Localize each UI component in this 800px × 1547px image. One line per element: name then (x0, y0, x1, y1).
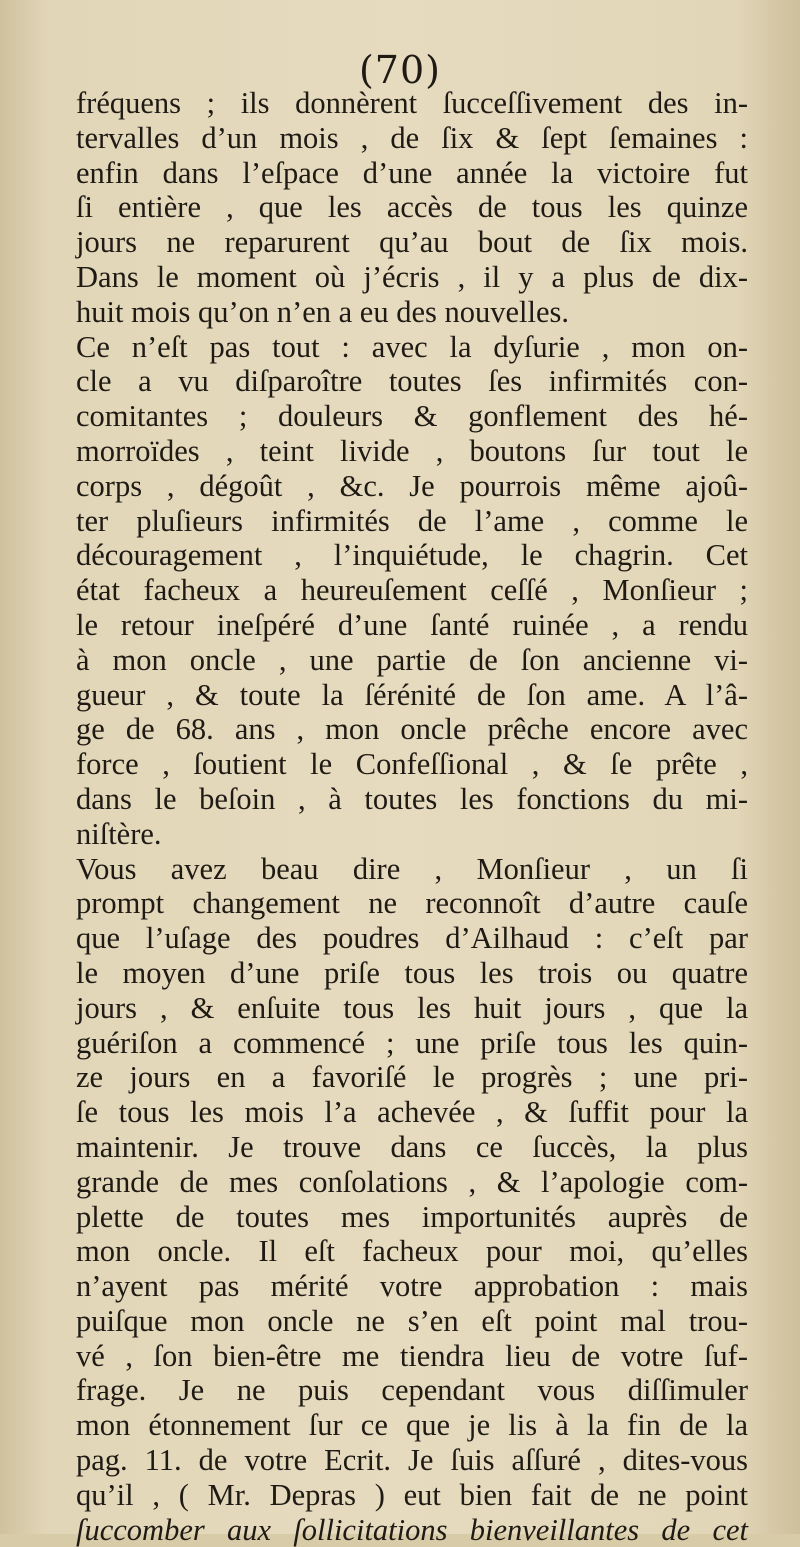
text-line: prompt changement ne reconnoît d’autre cauſe (76, 886, 748, 921)
text-line: ter pluſieurs infirmités de l’ame , comme le (76, 503, 748, 538)
text-line: découragement , l’inquiétude, le chagrin. Cet (76, 538, 748, 573)
page-number: (70) (358, 48, 441, 92)
text-line: grande de mes conſolations , & l’apologie com- (76, 1164, 748, 1199)
text-line: jours , & enſuite tous les huit jours , que la (76, 990, 748, 1025)
text-line: le retour ineſpéré d’une ſanté ruinée , a rendu (76, 607, 748, 642)
text-line: vé , ſon bien-être me tiendra lieu de votre ſuf- (76, 1338, 748, 1373)
text-line: qu’il , ( Mr. Depras ) eut bien fait de ne point (76, 1477, 748, 1512)
text-line: ſi entière , que les accès de tous les quinze (76, 190, 748, 225)
text-line: frage. Je ne puis cependant vous diſſimuler (76, 1373, 748, 1408)
text-line: tervalles d’un mois , de ſix & ſept ſemaines : (76, 120, 748, 155)
text-line: niſtère. (76, 816, 162, 851)
text-line: que l’uſage des poudres d’Ailhaud : c’eſt par (76, 921, 748, 956)
text-line: ſe tous les mois l’a achevée , & ſuffit pour la (76, 1095, 748, 1130)
body-text (76, 86, 748, 1547)
text-line: morroïdes , teint livide , boutons ſur tout le (76, 433, 748, 468)
text-line: pag. 11. de votre Ecrit. Je ſuis aſſuré , dites-vous (76, 1443, 748, 1478)
text-line: enfin dans l’eſpace d’une année la victoire fut (76, 155, 748, 190)
text-line: Ce n’eſt pas tout : avec la dyſurie , mon on- (76, 329, 748, 364)
text-line: n’ayent pas mérité votre approbation : mais (76, 1269, 748, 1304)
text-line: cle a vu diſparoître toutes ſes infirmités con- (76, 364, 748, 399)
text-line: gueur , & toute la ſérénité de ſon ame. A l’â- (76, 677, 748, 712)
text-line: ge de 68. ans , mon oncle prêche encore avec (76, 712, 748, 747)
text-line: Vous avez beau dire , Monſieur , un ſi (76, 851, 748, 886)
text-line: mon oncle. Il eſt facheux pour moi, qu’elles (76, 1234, 748, 1269)
text-line: ſuccomber aux ſollicitations bienveillantes de cet (76, 1512, 748, 1547)
text-line: huit mois qu’on n’en a eu des nouvelles. (76, 294, 569, 329)
text-line: état facheux a heureuſement ceſſé , Monſieur ; (76, 573, 748, 608)
text-line: comitantes ; douleurs & gonflement des hé- (76, 399, 748, 434)
text-line: fréquens ; ils donnèrent ſucceſſivement des in- (76, 86, 748, 120)
text-line: dans le beſoin , à toutes les fonctions du mi- (76, 781, 748, 816)
text-line: corps , dégoût , &c. Je pourrois même ajoû- (76, 468, 748, 503)
text-line: puiſque mon oncle ne s’en eſt point mal trou- (76, 1303, 748, 1338)
text-line: Dans le moment où j’écris , il y a plus de dix- (76, 259, 748, 294)
text-line: ze jours en a favoriſé le progrès ; une pri- (76, 1060, 748, 1095)
text-line: maintenir. Je trouve dans ce ſuccès, la plus (76, 1129, 748, 1164)
text-line: force , ſoutient le Confeſſional , & ſe prête , (76, 747, 748, 782)
text-line: plette de toutes mes importunités auprès de (76, 1199, 748, 1234)
text-line: guériſon a commencé ; une priſe tous les quin- (76, 1025, 748, 1060)
text-line: le moyen d’une priſe tous les trois ou quatre (76, 955, 748, 990)
text-line: jours ne reparurent qu’au bout de ſix mois. (76, 225, 748, 260)
text-line: mon étonnement ſur ce que je lis à la fin de la (76, 1408, 748, 1443)
text-line: à mon oncle , une partie de ſon ancienne vi- (76, 642, 748, 677)
